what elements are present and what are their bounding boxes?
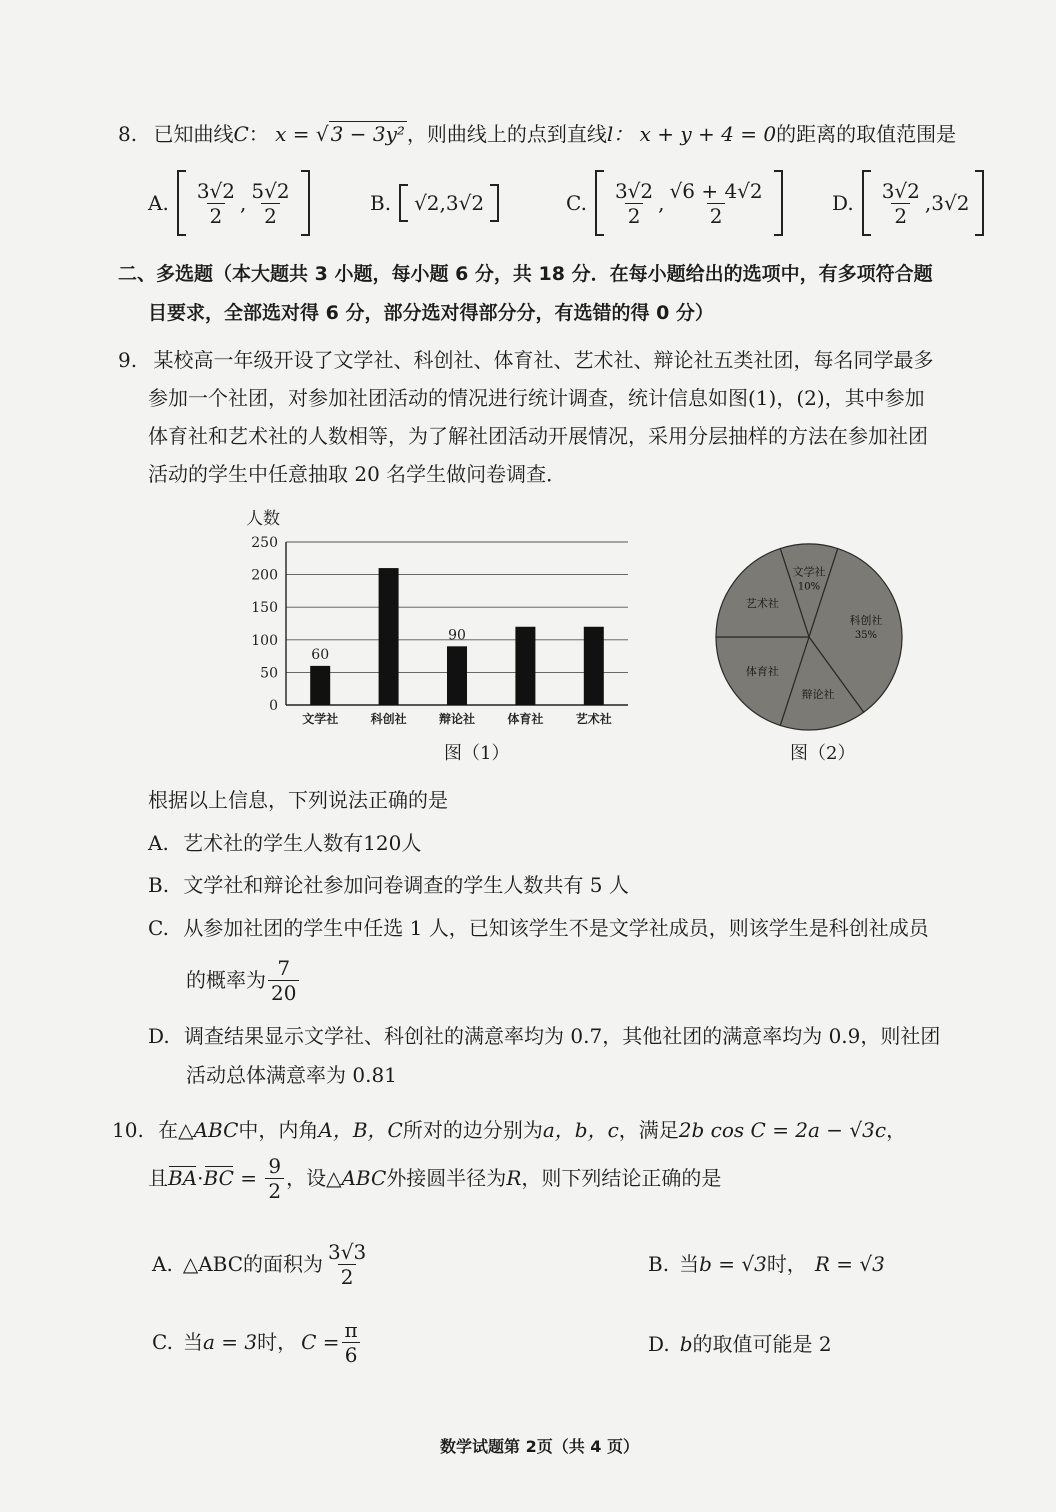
q8-radicand: 3 − 3y²	[330, 122, 405, 146]
q9-opt-d-text: 调查结果显示文学社、科创社的满意率均为 0.7，其他社团的满意率均为 0.9，则社团	[184, 1024, 941, 1048]
q10-opt-c-text: 当	[182, 1330, 203, 1354]
bar-ytick-label: 150	[251, 600, 278, 617]
q10-vector-ba: BA	[168, 1166, 198, 1190]
q10-option-d[interactable]	[648, 1330, 832, 1358]
q9-opt-a-label: A.	[148, 831, 169, 855]
bar-chart	[230, 500, 650, 730]
q9-number: 9.	[118, 348, 138, 372]
q8-a-n1: 3√2	[196, 178, 236, 203]
q10-opt-c-tail: 时，	[257, 1330, 298, 1354]
q9-opt-a-text: 艺术社的学生人数有120人	[183, 831, 422, 855]
q10-l2-a: 且	[148, 1166, 168, 1190]
q8-option-c[interactable]	[566, 168, 783, 238]
q10-l2-num: 9	[268, 1153, 282, 1178]
q10-l1-a: 在△	[158, 1118, 194, 1142]
q9-opt-d-label: D.	[148, 1024, 170, 1048]
pie-slice-pct: 10%	[797, 581, 821, 593]
q8-opt-a-label: A.	[148, 191, 169, 215]
bar-xtick-label: 辩论社	[438, 712, 476, 726]
bar-xtick-label: 科创社	[370, 712, 407, 726]
pie-slice-label: 体育社	[745, 664, 779, 678]
q8-d-n1: 3√2	[881, 178, 920, 203]
q10-opt-b-res: R = √3	[814, 1252, 885, 1276]
q10-option-a[interactable]	[152, 1234, 371, 1294]
q8-c-d1: 2	[625, 203, 644, 228]
q10-l1-d: ，满足	[618, 1118, 679, 1142]
q8-option-b[interactable]	[370, 168, 499, 238]
q8-c-d2: 2	[707, 203, 726, 228]
q10-l2-den: 2	[265, 1178, 284, 1203]
bar-5	[584, 627, 604, 705]
q8-d-tail: ,3√2	[924, 191, 970, 215]
q10-l2-b: ，设△	[286, 1166, 342, 1190]
bar-xtick-label: 体育社	[507, 712, 544, 726]
q8-option-d[interactable]	[832, 168, 984, 238]
fig1-caption: 图（1）	[444, 743, 510, 764]
q10-opt-d-text: 的取值可能是 2	[692, 1332, 832, 1356]
q9-line4: 活动的学生中任意抽取 20 名学生做问卷调查．	[148, 462, 567, 486]
pie-slice-label: 科创社	[849, 613, 883, 627]
q8-d-d1: 2	[891, 203, 910, 228]
q10-line1	[112, 1116, 906, 1144]
q10-opt-c-den: 6	[342, 1342, 361, 1367]
q10-l1-vars: A，B，C	[318, 1118, 403, 1142]
q10-option-c[interactable]	[152, 1312, 363, 1372]
q10-opt-a-num: 3√3	[328, 1239, 367, 1264]
q9-line3: 体育社和艺术社的人数相等，为了解社团活动开展情况，采用分层抽样的方法在参加社团	[148, 424, 928, 448]
bar-1	[310, 666, 330, 705]
fig2-caption: 图（2）	[790, 743, 856, 764]
bar-xtick-label: 文学社	[302, 712, 339, 726]
q8-curve-name: C	[233, 122, 249, 146]
bar-ytick-label: 50	[260, 665, 278, 682]
q10-opt-b-text: 当	[679, 1252, 700, 1276]
q8-eq-lhs: x =	[275, 122, 316, 146]
q8-stem	[118, 120, 956, 148]
q9-option-d[interactable]	[148, 1022, 940, 1050]
q8-opt-a-interval: $\frac{3√2}{2}$ , $\frac{5√2}{2}$	[177, 170, 310, 236]
q9-opt-c-den: 20	[268, 980, 299, 1005]
q9-opt-c-label: C.	[148, 916, 169, 940]
q9-opt-c-text2: 的概率为	[186, 968, 266, 992]
page-footer: 数学试题第 2页（共 4 页）	[440, 1437, 639, 1456]
q10-l2-abc: ABC	[341, 1166, 387, 1190]
q8-text-c: ，则曲线上的点到直线	[406, 122, 607, 146]
q10-l2-r: R	[506, 1166, 522, 1190]
q8-a-d1: 2	[207, 203, 226, 228]
pie-chart	[712, 540, 906, 734]
q8-opt-d-interval	[862, 170, 985, 236]
bar-chart-ylabel: 人数	[246, 509, 280, 529]
q9-line1	[118, 346, 933, 374]
q10-l1-e: ，	[886, 1118, 907, 1142]
q8-sqrt: √ 3 − 3y²	[315, 122, 405, 146]
q9-prompt: 根据以上信息，下列说法正确的是	[148, 788, 448, 812]
q10-option-b[interactable]	[648, 1250, 885, 1278]
q8-c-n2: √6 + 4√2	[669, 178, 763, 203]
q9-opt-c-text: 从参加社团的学生中任选 1 人，已知该学生不是文学社成员，则该学生是科创社成员	[183, 916, 929, 940]
q9-option-b[interactable]	[148, 871, 629, 899]
q8-colon: ：	[248, 122, 269, 146]
q9-opt-c-num: 7	[277, 955, 291, 980]
q8-a-n2: 5√2	[251, 178, 290, 203]
q9-line2: 参加一个社团，对参加社团活动的情况进行统计调查，统计信息如图(1)，(2)，其中参加	[148, 386, 925, 410]
q10-opt-c-num: π	[344, 1317, 358, 1342]
pie-slice-pct: 35%	[854, 629, 878, 641]
section2-line2: 目要求，全部选对得 6 分，部分选对得部分分，有选错的得 0 分）	[148, 302, 714, 324]
bar-ytick-label: 0	[269, 698, 278, 714]
q8-c-n1: 3√2	[614, 178, 654, 203]
pie-slice-label: 艺术社	[745, 597, 779, 611]
q10-l1-b: 中，内角	[238, 1118, 319, 1142]
bar-3	[447, 646, 467, 705]
q10-vector-bc: BC	[203, 1166, 234, 1190]
q10-dot: ·	[197, 1166, 204, 1190]
q8-text-d: 的距离的取值范围是	[776, 122, 957, 146]
bar-2	[379, 568, 399, 705]
q9-opt-b-label: B.	[148, 873, 170, 897]
q10-opt-d-label: D.	[648, 1332, 670, 1356]
q9-line1-text: 某校高一年级开设了文学社、科创社、体育社、艺术社、辩论社五类社团，每名同学最多	[153, 348, 934, 372]
bar-data-label: 60	[311, 646, 330, 663]
q10-l1-c: 所对的边分别为	[402, 1118, 543, 1142]
q8-a-d2: 2	[261, 203, 280, 228]
q10-l1-sides: a，b，c	[542, 1118, 619, 1142]
q8-line-name: l	[606, 122, 614, 146]
q10-l2-eq: =	[233, 1166, 264, 1190]
q8-opt-b-label: B.	[370, 191, 392, 215]
q10-l1-eq: 2b cos C = 2a − √3c	[678, 1118, 887, 1142]
bar-ytick-label: 250	[251, 535, 278, 551]
q9-option-a[interactable]	[148, 829, 421, 857]
q10-number: 10.	[112, 1118, 144, 1142]
q9-opt-b-text: 文学社和辩论社参加问卷调查的学生人数共有 5 人	[183, 873, 629, 897]
q10-opt-c-cond: a = 3	[202, 1330, 258, 1354]
q8-b-body: √2,3√2	[414, 191, 485, 215]
pie-slice-label: 文学社	[792, 565, 826, 579]
bar-ytick-label: 100	[251, 632, 278, 649]
q10-l2-d: ，则下列结论正确的是	[521, 1166, 722, 1190]
q10-opt-a-text: △ABC的面积为	[182, 1252, 324, 1276]
q10-opt-c-label: C.	[152, 1330, 173, 1354]
q9-option-c[interactable]	[148, 914, 929, 942]
q9-option-c-cont	[186, 952, 301, 1008]
pie-slice-label: 辩论社	[801, 687, 835, 701]
q10-opt-a-label: A.	[152, 1252, 173, 1276]
bar-data-label: 90	[448, 627, 466, 644]
q8-opt-b-interval	[399, 184, 499, 222]
q8-opt-c-label: C.	[566, 191, 587, 215]
q8-option-a[interactable]	[148, 168, 310, 238]
q10-opt-b-label: B.	[648, 1252, 670, 1276]
q8-text: 已知曲线	[153, 122, 234, 146]
q10-opt-a-den: 2	[338, 1264, 357, 1289]
q8-number: 8.	[118, 122, 138, 146]
q10-l1-abc: ABC	[193, 1118, 239, 1142]
q10-l2-c: 外接圆半径为	[386, 1166, 507, 1190]
q8-opt-c-interval: $\frac{3√2}{2}$ , $\frac{√6 + 4√2}{2}$	[595, 170, 783, 236]
bar-4	[515, 627, 535, 705]
bar-xtick-label: 艺术社	[575, 712, 612, 726]
q10-opt-b-tail: 时，	[766, 1252, 807, 1276]
q8-line-eq: ： x + y + 4 = 0	[613, 122, 777, 146]
bar-ytick-label: 200	[251, 567, 278, 584]
q10-opt-d-var: b	[679, 1332, 693, 1356]
q9-option-d-cont: 活动总体满意率为 0.81	[186, 1063, 397, 1087]
q10-opt-c-lhs: C =	[301, 1330, 340, 1354]
q8-opt-d-label: D.	[832, 191, 854, 215]
q10-opt-b-cond: b = √3	[699, 1252, 767, 1276]
section2-line1: 二、多选题（本大题共 3 小题，每小题 6 分，共 18 分．在每小题给出的选项中，有多项符合题	[118, 263, 933, 285]
q10-line2	[148, 1150, 721, 1206]
